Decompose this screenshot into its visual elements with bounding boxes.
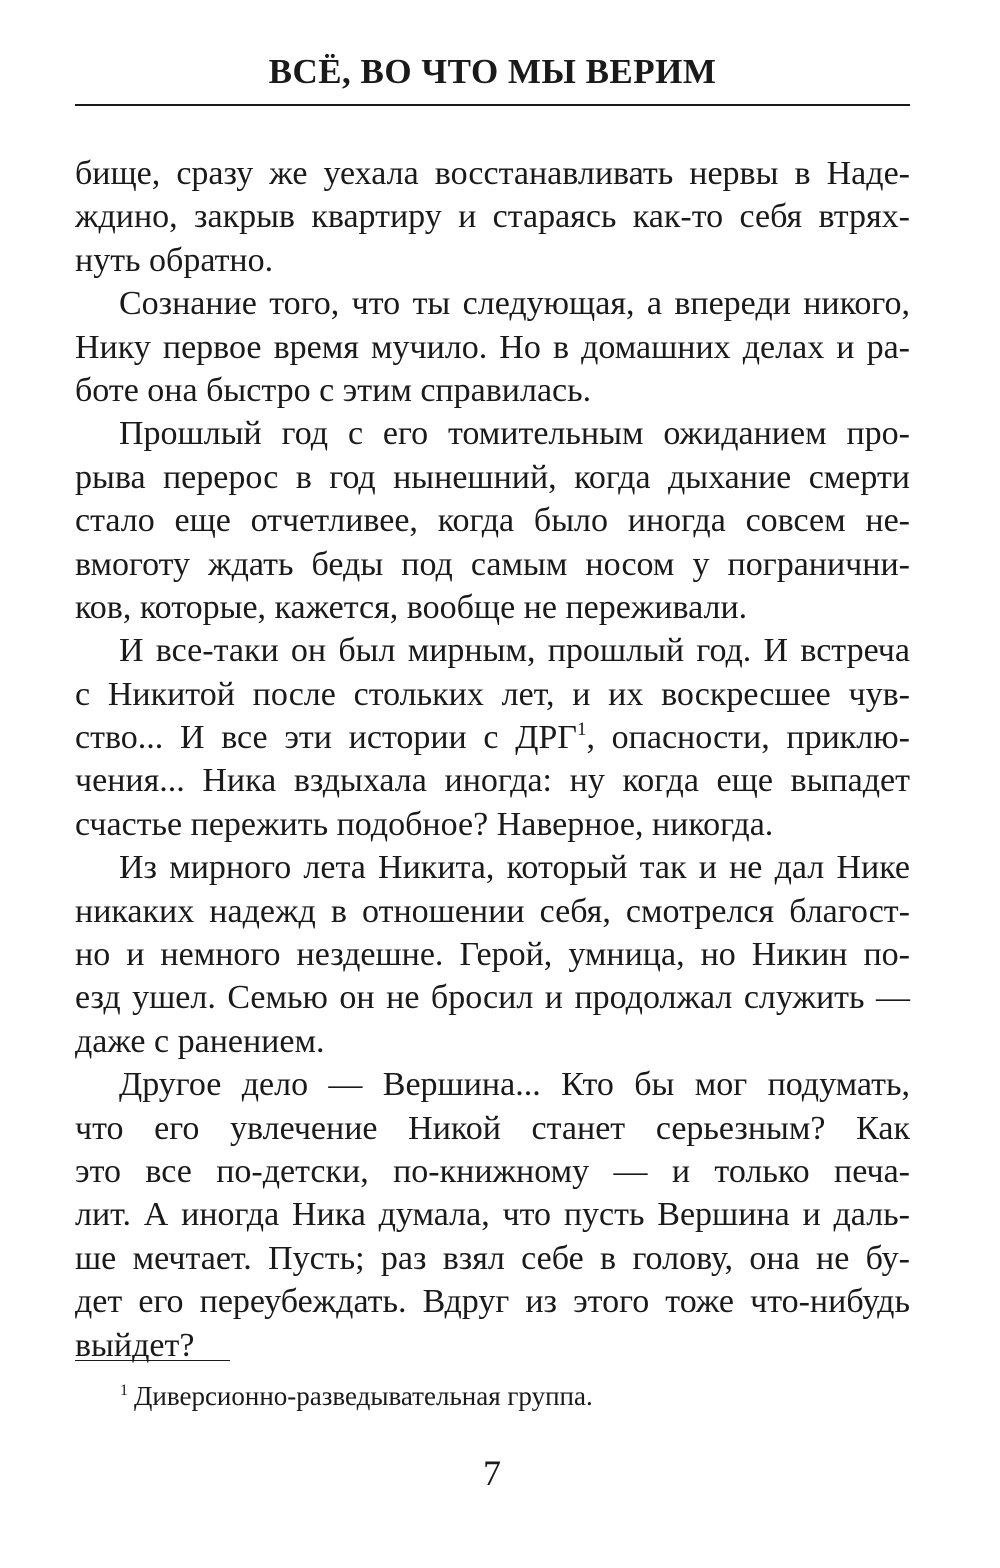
text-line: Сознание того, что ты следующая, а впереди никого, [119, 285, 910, 323]
footnote-reference: 1 [576, 719, 587, 741]
text-line-with-footnote-ref [75, 716, 910, 759]
page-number: 7 [483, 1453, 501, 1493]
text-line: ждино, закрыв квартиру и стараясь как-то себя втрях- [75, 198, 910, 236]
page-number-container [0, 1452, 1000, 1494]
text-line: вмоготу ждать беды под самым носом у погранични- [75, 545, 910, 583]
text-line: дет его переубеждать. Вдруг из этого тоже что-нибудь [75, 1283, 910, 1321]
text-line: стало еще отчетливее, когда было иногда совсем не- [75, 502, 910, 540]
text-line: лит. А иногда Ника думала, что пусть Вершина и даль- [75, 1196, 910, 1234]
text-line: езд ушел. Семью он не бросил и продолжал служить — [75, 979, 910, 1017]
text-line: чения... Ника вздыхала иногда: ну когда еще выпадет [75, 762, 910, 800]
text-line: Из мирного лета Никита, который так и не дал Нике [119, 849, 910, 887]
footnote [120, 1378, 593, 1414]
text-line: нуть обратно. [75, 241, 274, 279]
header-rule [75, 104, 910, 106]
text-line: это все по-детски, по-книжному — и только печа- [75, 1152, 910, 1190]
text-fragment: ство... И все эти истории с ДРГ [75, 719, 577, 757]
text-line: Нику первое время мучило. Но в домашних делах и ра- [75, 328, 910, 366]
text-line: никаких надежд в отношении себя, смотрелся благост- [75, 892, 910, 930]
text-line: ков, которые, кажется, вообще не переживали. [75, 588, 748, 626]
text-line: выйдет? [75, 1326, 195, 1364]
text-line: Прошлый год с его томительным ожиданием про- [119, 415, 910, 453]
text-line: И все-таки он был мирным, прошлый год. И встреча [119, 632, 910, 670]
text-line: рыва перерос в год нынешний, когда дыхание смерти [75, 458, 910, 496]
footnote-rule [75, 1360, 230, 1361]
running-title: ВСЁ, ВО ЧТО МЫ ВЕРИМ [268, 52, 717, 91]
text-line: даже с ранением. [75, 1022, 325, 1060]
text-line: ше мечтает. Пусть; раз взял себе в голову, она не бу- [75, 1239, 910, 1277]
main-text [75, 152, 910, 1367]
text-line: счастье пережить подобное? Наверное, никогда. [75, 805, 774, 843]
text-line: бище, сразу же уехала восстанавливать нервы в Наде- [75, 155, 910, 192]
text-line: что его увлечение Никой станет серьезным? Как [75, 1109, 910, 1147]
text-line: Другое дело — Вершина... Кто бы мог подумать, [119, 1066, 910, 1104]
text-line: но и немного нездешне. Герой, умница, но Никин по- [75, 936, 910, 974]
footnote-marker: 1 [120, 1382, 128, 1399]
footnote-text: Диверсионно-разведывательная группа. [134, 1381, 593, 1411]
text-line: с Никитой после стольких лет, и их воскресшее чув- [75, 675, 910, 713]
text-fragment: , опасности, приклю- [586, 719, 910, 757]
text-line: боте она быстро с этим справилась. [75, 371, 592, 409]
